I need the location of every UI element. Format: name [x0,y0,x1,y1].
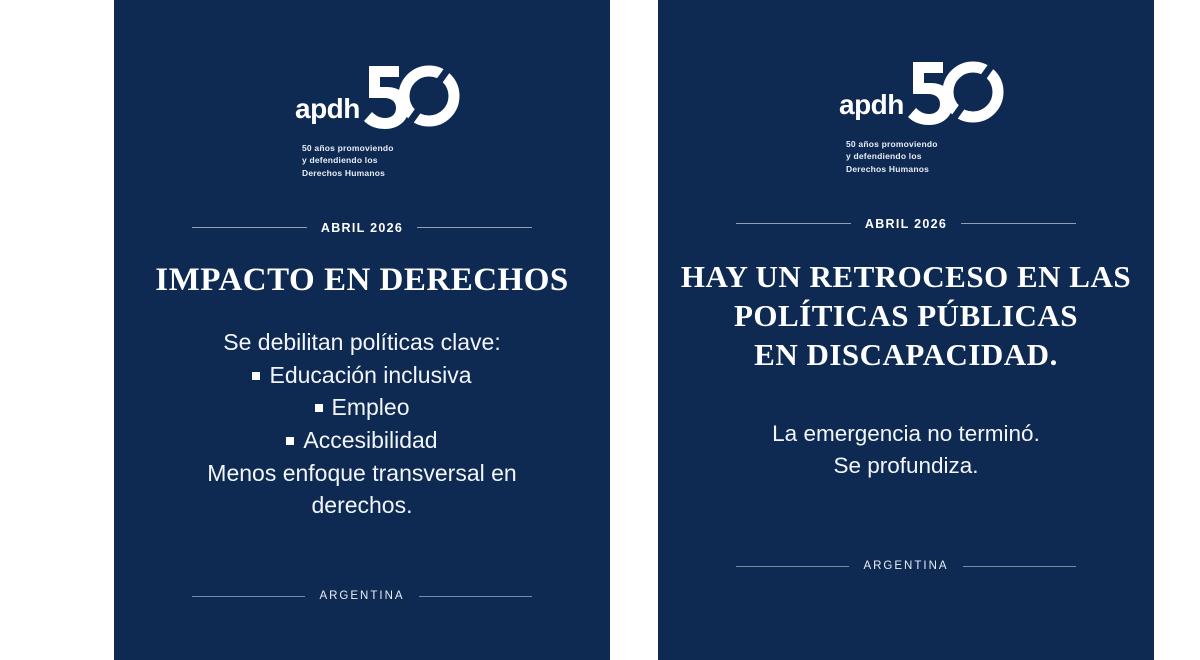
body-line [772,450,1040,482]
apdh-logo-tagline [801,138,1011,175]
apdh-50-logo-icon [801,52,1011,130]
headline-line: EN DISCAPACIDAD. [754,337,1058,373]
body-line-text: Empleo [331,394,410,421]
tagline-line-1: 50 años promoviendo [302,143,394,153]
divider-line-left [736,223,851,224]
headline [663,257,1149,374]
slide-card-retroceso [658,0,1154,660]
svg-text:apdh: apdh [839,89,904,120]
headline-line: HAY UN RETROCESO EN LAS [680,258,1132,294]
divider-line-right [963,566,1076,567]
body-line-text: derechos. [311,492,413,519]
date-divider [736,217,1076,231]
headline: IMPACTO EN DERECHOS [155,261,569,298]
divider-line-right [419,596,532,597]
body-line-text: Educación inclusiva [269,361,472,388]
body-line-text: Accesibilidad [303,426,438,453]
body-line [207,489,516,522]
date-label: ABRIL 2026 [320,220,404,235]
body-text [181,326,542,522]
body-line-text: La emergencia no terminó. [772,421,1040,447]
apdh-logo-tagline [257,142,467,179]
footer-label: ARGENTINA [319,590,405,602]
date-label: ABRIL 2026 [864,216,948,231]
slide-card-impacto [114,0,610,660]
body-line-text: Se profundiza. [833,453,979,479]
bullet-square-icon [315,404,323,412]
apdh-logo [801,52,1011,175]
date-divider [192,221,532,235]
tagline-line-3: Derechos Humanos [846,163,930,174]
divider-line-right [417,227,532,228]
bullet-square-icon [252,372,260,380]
footer-label: ARGENTINA [863,560,949,572]
body-line-text: Se debilitan políticas clave: [223,328,501,355]
tagline-line-3: Derechos Humanos [302,167,386,178]
body-line-text: Menos enfoque transversal en [207,459,517,486]
divider-line-left [192,227,307,228]
body-line-bulleted [207,424,516,457]
tagline-line-1: 50 años promoviendo [846,139,938,149]
body-line [772,418,1040,450]
footer-divider [736,560,1076,572]
apdh-logo [257,56,467,179]
divider-line-left [192,596,305,597]
tagline-line-2: y defendiendo los [846,151,922,162]
tagline-line-2: y defendiendo los [302,155,378,166]
svg-text:apdh: apdh [295,93,360,124]
body-line-bulleted [207,391,516,424]
body-text [746,418,1066,482]
apdh-50-logo-icon [257,56,467,134]
headline-line: POLÍTICAS PÚBLICAS [733,297,1079,333]
divider-line-left [736,566,849,567]
body-line [207,326,516,359]
body-line [207,457,516,490]
body-line-bulleted [207,359,516,392]
bullet-square-icon [286,437,294,445]
footer-divider [192,590,532,602]
divider-line-right [961,223,1076,224]
